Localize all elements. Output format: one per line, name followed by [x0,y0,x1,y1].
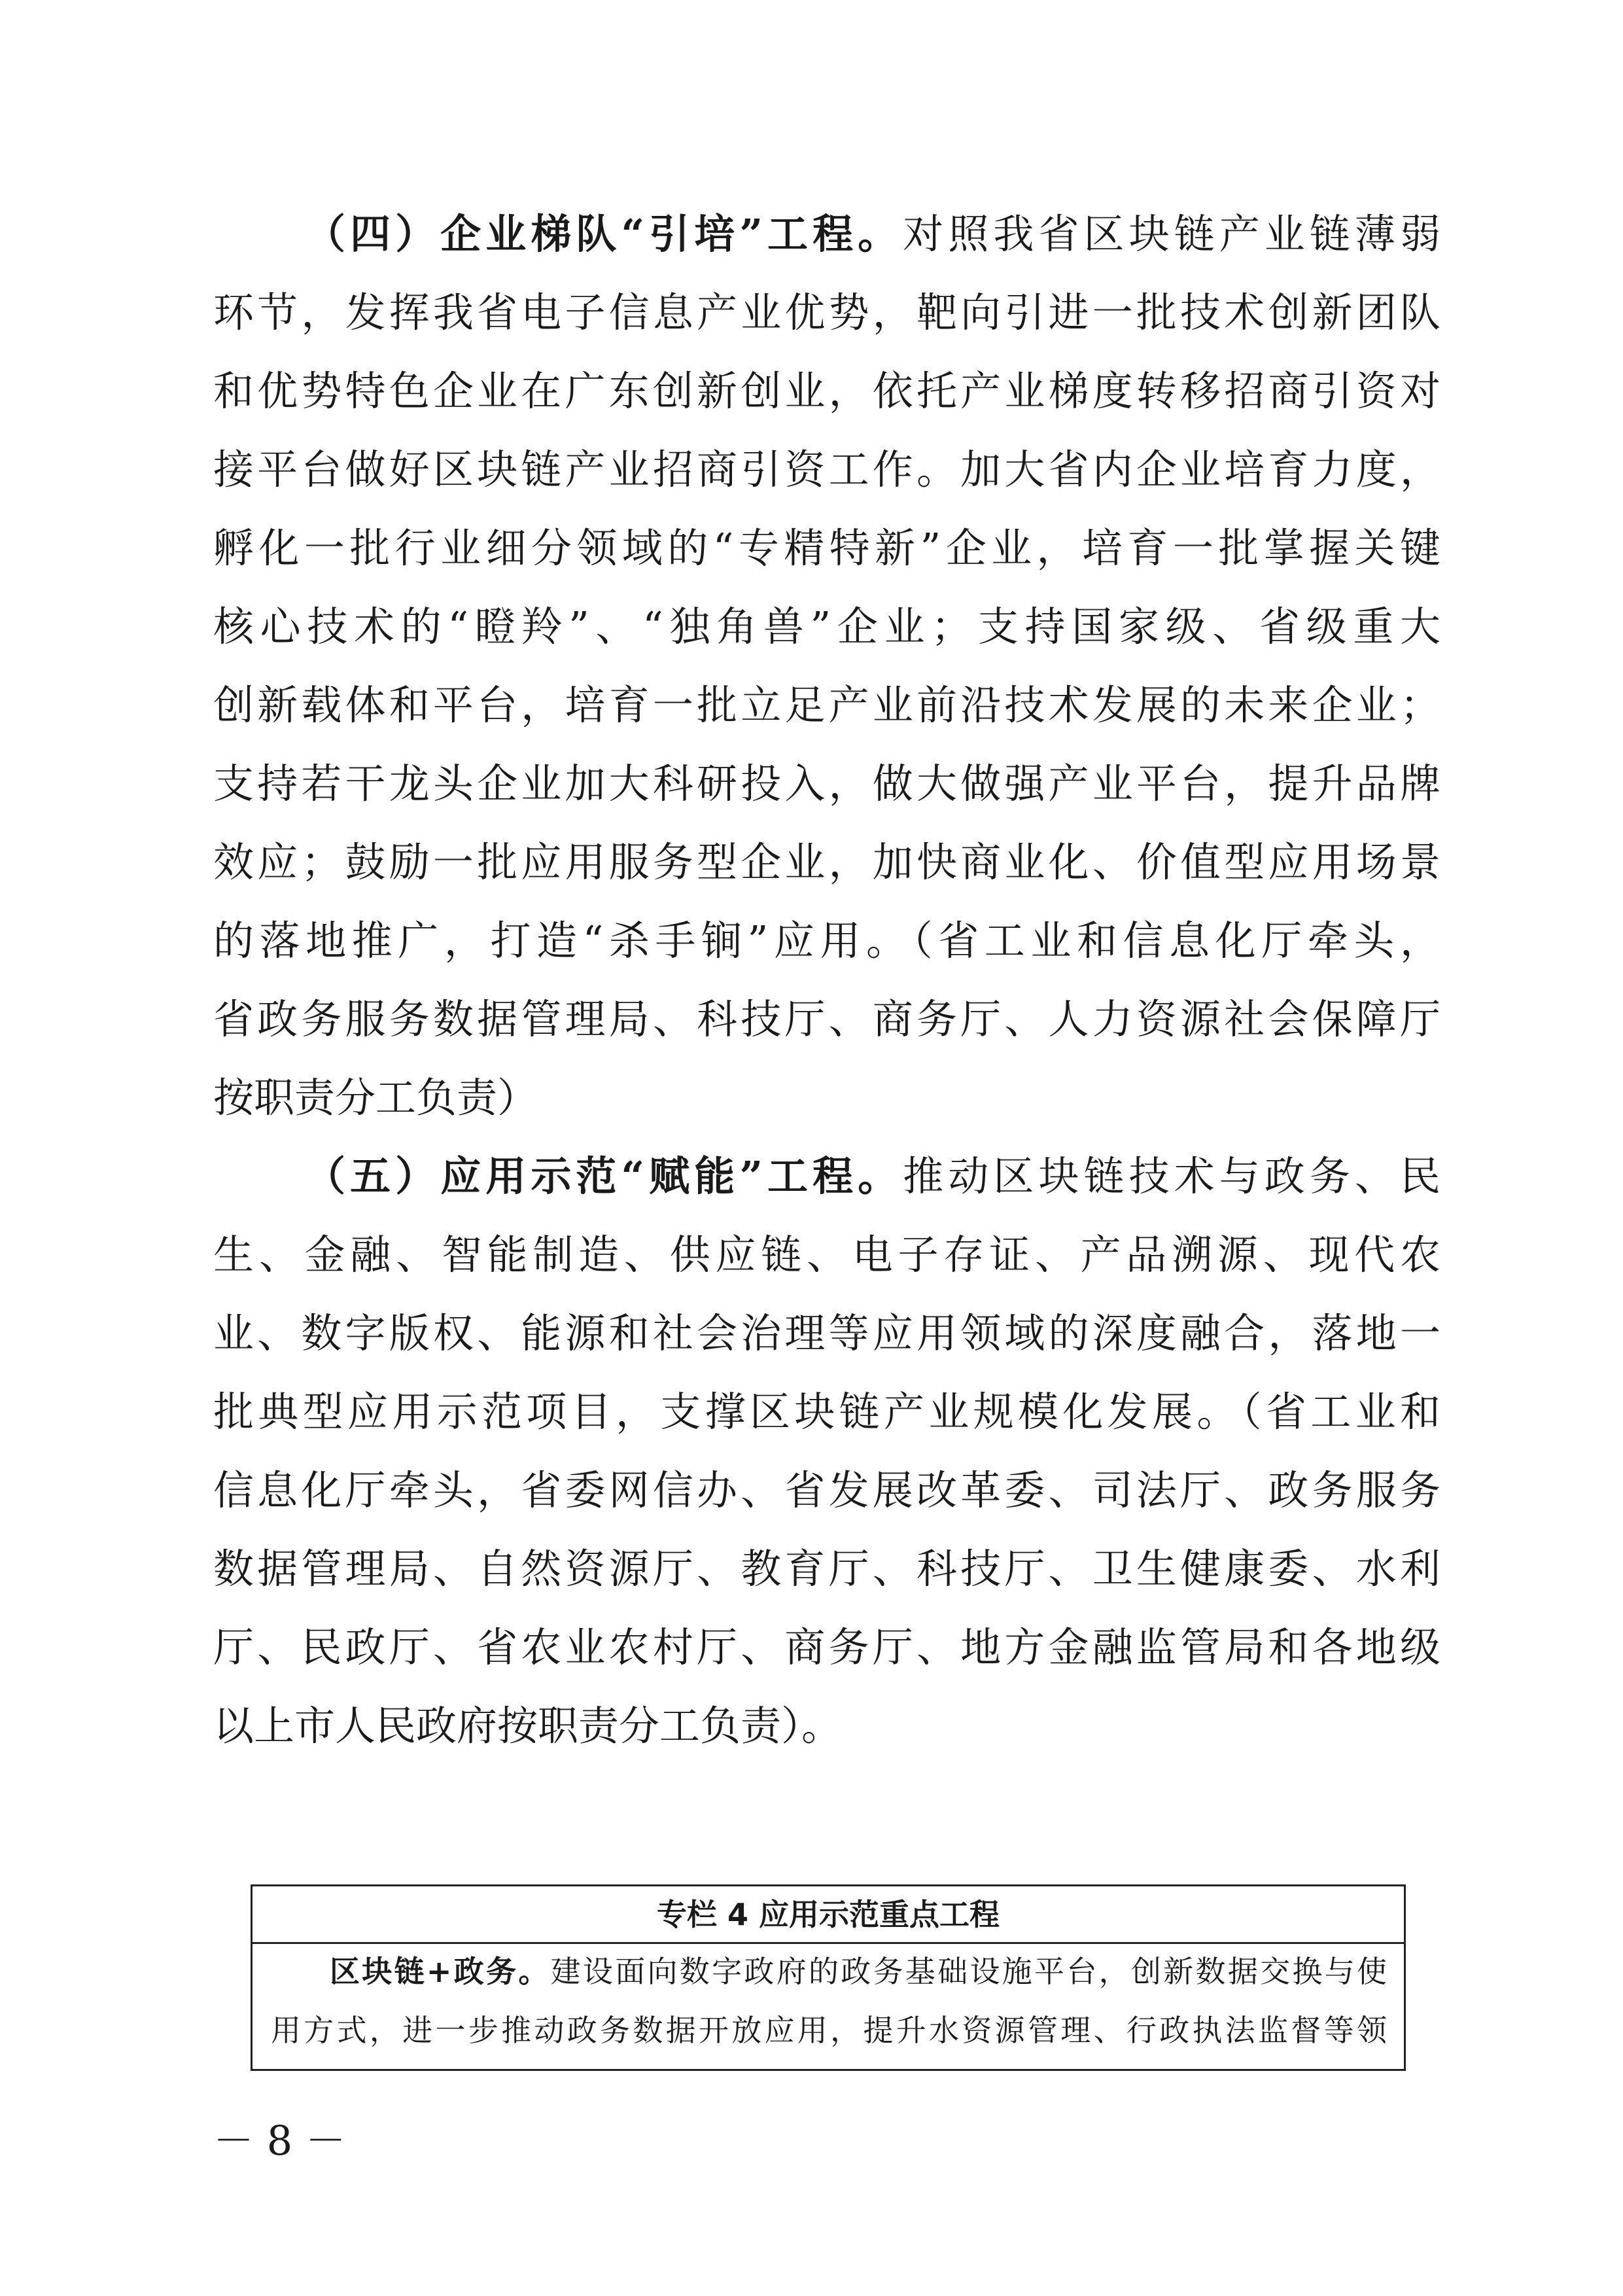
section4-line-6: 核心技术的“瞪羚”、“独角兽”企业；支持国家级、省级重大 [213,603,1440,650]
feature-box-title: 专栏 4 应用示范重点工程 [253,1886,1404,1944]
feature-box-line-2: 用方式，进一步推动政务数据开放应用，提升水资源管理、行政执法监督等领 [271,2013,1387,2048]
section4-line-12: 按职责分工负责） [213,1074,538,1122]
page-number: － 8 － [213,2117,346,2164]
section5-text: 推动区块链技术与政务、民 [903,1152,1440,1200]
section5-line-2: 生、金融、智能制造、供应链、电子存证、产品溯源、现代农 [213,1231,1440,1279]
section4-line-11: 省政务服务数据管理局、科技厅、商务厅、人力资源社会保障厅 [213,995,1440,1043]
section4-line-9: 效应；鼓励一批应用服务型企业，加快商业化、价值型应用场景 [213,838,1440,886]
section4-line-10: 的落地推广，打造“杀手锏”应用。（省工业和信息化厅牵头， [213,917,1440,964]
section4-line-4: 接平台做好区块链产业招商引资工作。加大省内企业培育力度， [213,446,1440,493]
section5-heading: （五）应用示范“赋能”工程。 [305,1152,903,1200]
section4-heading: （四）企业梯队“引培”工程。 [305,210,903,258]
section4-line-5: 孵化一批行业细分领域的“专精特新”企业，培育一批掌握关键 [213,524,1440,572]
section4-text: 对照我省区块链产业链薄弱 [903,210,1440,258]
section4-line-8: 支持若干龙头企业加大科研投入，做大做强产业平台，提升品牌 [213,760,1440,807]
section5-line-1 [305,1150,1440,1203]
section5-line-6: 数据管理局、自然资源厅、教育厅、科技厅、卫生健康委、水利 [213,1545,1440,1593]
feature-box-line-1 [330,1952,1387,1991]
section5-line-5: 信息化厅牵头，省委网信办、省发展改革委、司法厅、政务服务 [213,1466,1440,1514]
feature-box-lead: 区块链+政务。 [330,1954,551,1989]
section5-line-4: 批典型应用示范项目，支撑区块链产业规模化发展。（省工业和 [213,1388,1440,1436]
section4-line-3: 和优势特色企业在广东创新创业，依托产业梯度转移招商引资对 [213,367,1440,415]
section5-line-8: 以上市人民政府按职责分工负责）。 [213,1702,843,1750]
section4-line-1 [305,208,1440,260]
section5-line-7: 厅、民政厅、省农业农村厅、商务厅、地方金融监管局和各地级 [213,1623,1440,1671]
section4-line-2: 环节，发挥我省电子信息产业优势，靶向引进一批技术创新团队 [213,289,1440,336]
section5-line-3: 业、数字版权、能源和社会治理等应用领域的深度融合，落地一 [213,1309,1440,1357]
section4-line-7: 创新载体和平台，培育一批立足产业前沿技术发展的未来企业； [213,681,1440,729]
feature-box [251,1884,1406,2071]
feature-box-text: 建设面向数字政府的政务基础设施平台，创新数据交换与使 [550,1954,1387,1989]
